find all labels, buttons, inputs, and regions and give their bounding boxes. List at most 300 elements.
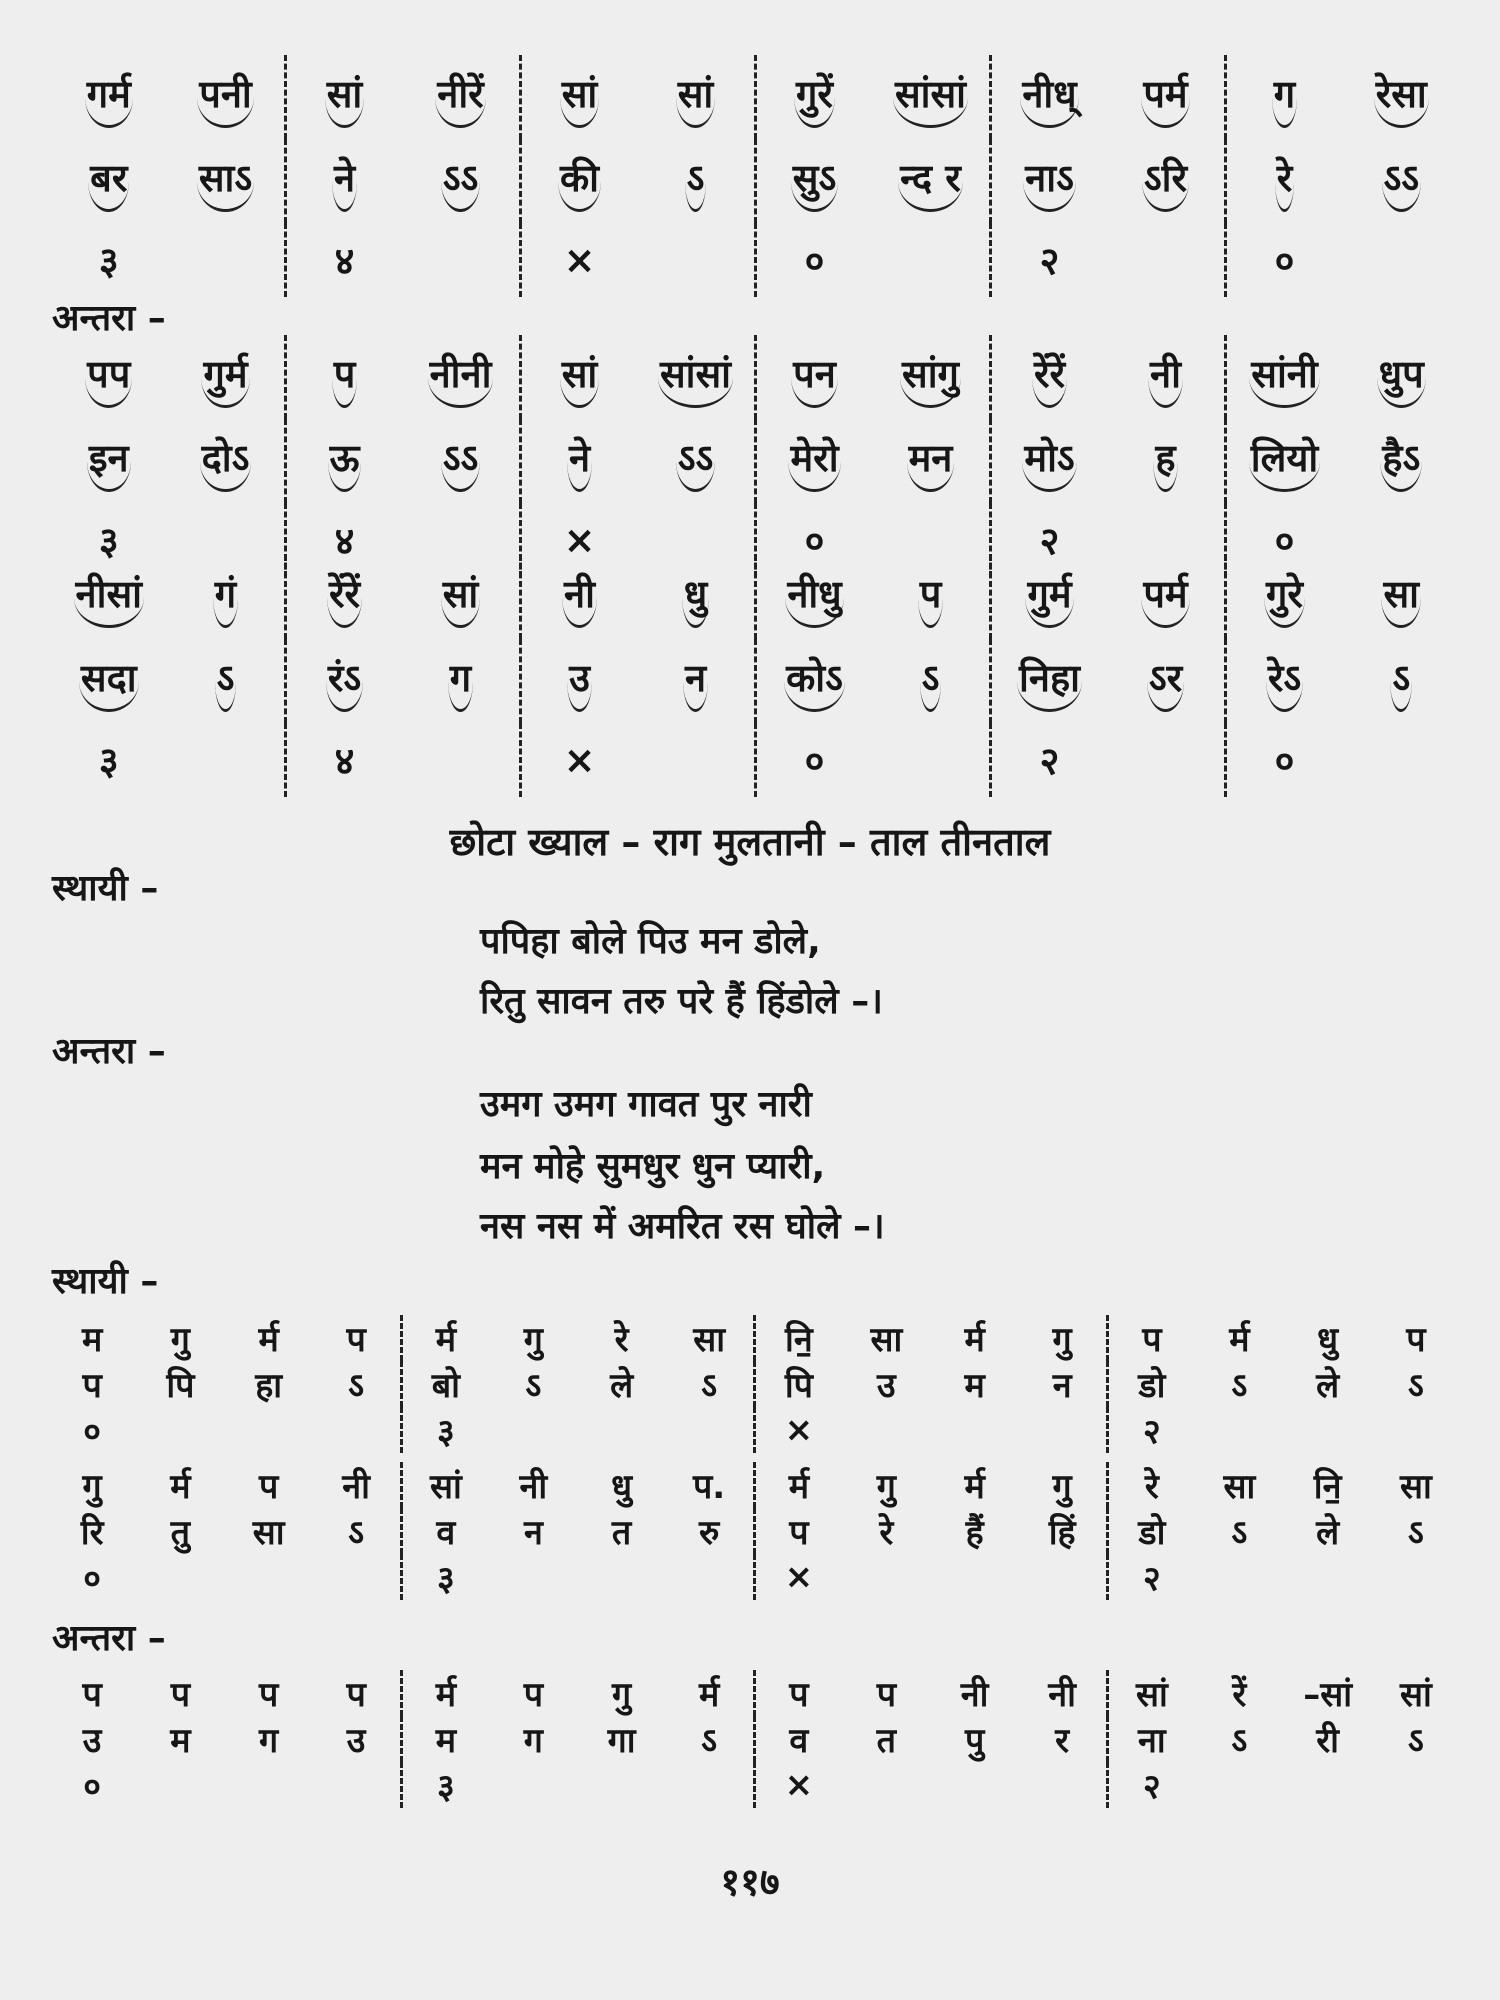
taal-cell xyxy=(1195,1554,1283,1600)
underlined-group: ऽऽ xyxy=(441,151,481,212)
bol-cell: ऽ xyxy=(348,1366,365,1406)
bol-row xyxy=(48,1508,1460,1554)
swar-cell: गु xyxy=(523,1320,543,1360)
bol-cell xyxy=(1108,419,1226,503)
swar-row xyxy=(50,555,1460,639)
taal-cell: ४ xyxy=(285,503,403,577)
bol-cell xyxy=(285,419,403,503)
swar-cell xyxy=(285,555,403,639)
bol-cell xyxy=(520,639,638,723)
bol-cell xyxy=(50,419,168,503)
taal-cell xyxy=(666,1407,754,1453)
taal-cell xyxy=(313,1407,401,1453)
sthayi-lyric-line: पपिहा बोले पिउ मन डोले, xyxy=(480,921,821,962)
swar-cell: र्म xyxy=(258,1320,279,1360)
swar-cell xyxy=(873,555,991,639)
underlined-group: गुर्म xyxy=(201,347,249,408)
taal-cell: ३ xyxy=(401,1762,489,1808)
swar-cell: गु xyxy=(612,1675,632,1715)
bol-cell: ग xyxy=(259,1721,279,1761)
taal-cell: २ xyxy=(990,223,1108,297)
underlined-group: रे xyxy=(1275,151,1295,212)
swar-cell xyxy=(520,335,638,419)
swar-cell: सा xyxy=(1223,1467,1256,1507)
taal-cell: × xyxy=(520,723,638,797)
bol-cell xyxy=(755,639,873,723)
underlined-group: पनी xyxy=(197,67,254,128)
underlined-group: दोऽ xyxy=(200,431,252,492)
antara-lyric-line: मन मोहे सुमधुर धुन प्यारी, xyxy=(480,1146,826,1187)
underlined-group: सांगु xyxy=(900,347,961,408)
swar-cell xyxy=(168,555,286,639)
bol-cell: व xyxy=(401,1508,489,1554)
taal-cell xyxy=(489,1407,577,1453)
swar-cell xyxy=(1343,55,1461,139)
swar-row xyxy=(50,335,1460,419)
underlined-group: पन xyxy=(791,347,838,408)
taal-cell: २ xyxy=(990,723,1108,797)
antara-label: अन्तरा – xyxy=(52,1031,166,1072)
swar-cell xyxy=(520,555,638,639)
bol-cell xyxy=(403,639,521,723)
bol-cell xyxy=(1225,139,1343,223)
swar-cell: गु xyxy=(876,1467,896,1507)
swar-cell xyxy=(873,335,991,419)
underlined-group: रंऽ xyxy=(326,651,363,712)
swar-cell xyxy=(50,335,168,419)
swar-cell xyxy=(1225,55,1343,139)
swar-cell xyxy=(168,335,286,419)
taal-cell xyxy=(1108,723,1226,797)
bol-cell xyxy=(50,639,168,723)
swar-cell xyxy=(285,335,403,419)
underlined-group: ऽ xyxy=(215,651,237,712)
underlined-group: नीध् xyxy=(1020,67,1078,128)
swar-cell xyxy=(990,555,1108,639)
taal-cell xyxy=(931,1554,1019,1600)
swar-cell xyxy=(403,55,521,139)
swar-cell: प xyxy=(1406,1320,1426,1360)
underlined-group: सां xyxy=(441,567,481,628)
swar-cell: सां xyxy=(401,1462,489,1508)
swar-cell: सां xyxy=(1107,1670,1195,1716)
bol-cell: म xyxy=(170,1721,191,1761)
taal-row xyxy=(48,1407,1460,1453)
taal-cell: ० xyxy=(83,1559,101,1599)
taal-cell xyxy=(136,1762,224,1808)
bol-cell xyxy=(755,419,873,503)
taal-cell xyxy=(931,1762,1019,1808)
taal-cell xyxy=(578,1407,666,1453)
taal-cell xyxy=(1195,1407,1283,1453)
swar-cell: रें xyxy=(1232,1675,1247,1715)
underlined-group: रेंरें xyxy=(327,567,362,628)
underlined-group: प xyxy=(332,347,358,408)
swar-cell: नी xyxy=(960,1675,989,1715)
swar-cell: प xyxy=(82,1675,102,1715)
swar-cell: धु xyxy=(1317,1320,1339,1360)
swar-cell xyxy=(1225,335,1343,419)
underlined-group: निहा xyxy=(1017,651,1082,712)
taal-cell xyxy=(489,1554,577,1600)
swar-cell: रे xyxy=(1107,1462,1195,1508)
bol-cell: ऽ xyxy=(348,1513,365,1553)
taal-cell xyxy=(578,1554,666,1600)
taal-cell: २ xyxy=(1107,1407,1195,1453)
bol-cell: ले xyxy=(1316,1366,1340,1406)
swar-cell xyxy=(638,555,756,639)
swar-cell: सा xyxy=(870,1320,903,1360)
bol-cell: पि xyxy=(166,1366,195,1406)
swar-row xyxy=(48,1670,1460,1716)
bol-cell: रे xyxy=(879,1513,894,1553)
taal-cell: ० xyxy=(1225,503,1343,577)
underlined-group: धुप xyxy=(1377,347,1426,408)
taal-cell xyxy=(313,1762,401,1808)
bol-row xyxy=(48,1716,1460,1762)
bol-cell: गा xyxy=(607,1721,636,1761)
sthayi-label: स्थायी – xyxy=(52,868,159,909)
bol-cell: पि xyxy=(754,1361,842,1407)
bol-cell: ऽ xyxy=(1407,1513,1424,1553)
underlined-group: गर्म xyxy=(85,67,133,128)
bol-cell: ले xyxy=(610,1366,634,1406)
swar-cell: नी xyxy=(1048,1675,1076,1715)
taal-row xyxy=(48,1554,1460,1600)
underlined-group: नीनी xyxy=(428,347,494,408)
bol-cell xyxy=(1108,639,1226,723)
underlined-group: कोऽ xyxy=(784,651,845,712)
taal-cell: × xyxy=(754,1762,842,1808)
swar-cell xyxy=(1108,55,1226,139)
swar-cell xyxy=(755,555,873,639)
bol-cell xyxy=(873,639,991,723)
bol-cell xyxy=(520,139,638,223)
taal-cell: ० xyxy=(1225,723,1343,797)
swar-cell: र्म xyxy=(698,1675,720,1715)
bol-cell xyxy=(1225,639,1343,723)
swar-cell: प xyxy=(523,1675,544,1715)
underlined-group: मोऽ xyxy=(1022,431,1076,492)
underlined-group: रेंरें xyxy=(1032,347,1067,408)
taal-row xyxy=(50,223,1460,297)
taal-cell xyxy=(1284,1762,1372,1808)
taal-cell xyxy=(168,223,286,297)
bol-row xyxy=(50,419,1460,503)
bol-cell: री xyxy=(1316,1721,1339,1761)
underlined-group: सां xyxy=(560,67,600,128)
taal-cell xyxy=(168,723,286,797)
bol-cell xyxy=(1343,139,1461,223)
bol-cell xyxy=(50,139,168,223)
taal-cell xyxy=(842,1554,930,1600)
taal-cell: ३ xyxy=(98,519,119,563)
swar-cell: प xyxy=(170,1675,191,1715)
antara-label: अन्तरा – xyxy=(52,1618,166,1659)
swar-cell: म xyxy=(81,1320,103,1360)
bol-cell: ऽ xyxy=(1231,1366,1248,1406)
underlined-group: सा xyxy=(1381,567,1421,628)
bol-cell xyxy=(990,639,1108,723)
taal-cell: ४ xyxy=(285,723,403,797)
underlined-group: गं xyxy=(213,567,238,628)
underlined-group: पप xyxy=(85,347,132,408)
taal-cell: २ xyxy=(990,503,1108,577)
underlined-group: न xyxy=(683,651,708,712)
swar-cell: नी xyxy=(519,1467,548,1507)
bol-cell: त xyxy=(611,1513,632,1553)
taal-cell: × xyxy=(754,1554,842,1600)
underlined-group: ने xyxy=(332,151,357,212)
bol-cell: बो xyxy=(401,1361,489,1407)
page-number: ११७ xyxy=(720,1860,780,1904)
taal-cell: ० xyxy=(755,503,873,577)
taal-cell xyxy=(403,723,521,797)
swar-cell xyxy=(755,55,873,139)
swar-cell: प xyxy=(1107,1315,1195,1361)
bol-cell: डो xyxy=(1107,1361,1195,1407)
bol-cell: पु xyxy=(964,1721,985,1761)
taal-cell xyxy=(403,223,521,297)
swar-cell: प xyxy=(346,1675,366,1715)
sthayi-notation-1 xyxy=(48,1315,1460,1453)
bol-cell: न xyxy=(1052,1366,1072,1406)
underlined-group: ह xyxy=(1153,431,1177,492)
swar-row xyxy=(48,1315,1460,1361)
taal-cell xyxy=(225,1762,313,1808)
bol-cell: उ xyxy=(877,1366,896,1406)
bol-cell xyxy=(990,419,1108,503)
underlined-group: रेऽ xyxy=(1266,651,1303,712)
taal-cell xyxy=(638,723,756,797)
bol-cell: रु xyxy=(698,1513,720,1553)
underlined-group: नीसां xyxy=(74,567,144,628)
swar-cell xyxy=(1343,335,1461,419)
taal-cell xyxy=(225,1407,313,1453)
underlined-group: लियो xyxy=(1249,431,1321,492)
swar-cell: नि॒ xyxy=(1313,1467,1342,1507)
bol-cell: त xyxy=(876,1721,897,1761)
taal-cell xyxy=(1343,223,1461,297)
swar-cell xyxy=(990,335,1108,419)
underlined-group: सां xyxy=(560,347,600,408)
underlined-group: ऊ xyxy=(328,431,362,492)
bol-cell xyxy=(1343,419,1461,503)
swar-cell xyxy=(403,335,521,419)
underlined-group: सांसां xyxy=(658,347,733,408)
swar-cell xyxy=(1343,555,1461,639)
taal-cell: २ xyxy=(1107,1554,1195,1600)
taal-cell: ४ xyxy=(285,223,403,297)
underlined-group: ऽऽ xyxy=(1382,151,1422,212)
taal-cell: × xyxy=(520,503,638,577)
underlined-group: इन xyxy=(87,431,131,492)
taal-cell: ३ xyxy=(401,1407,489,1453)
taal-cell xyxy=(1195,1762,1283,1808)
underlined-group: नाऽ xyxy=(1023,151,1076,212)
taal-cell: ३ xyxy=(401,1554,489,1600)
bol-cell: हा xyxy=(255,1366,283,1406)
bol-cell xyxy=(638,139,756,223)
swar-cell: प xyxy=(258,1675,279,1715)
antara-lyric-line: नस नस में अमरित रस घोले –। xyxy=(480,1206,885,1247)
taal-cell: ० xyxy=(1225,223,1343,297)
taal-cell xyxy=(225,1554,313,1600)
taal-cell xyxy=(1372,1407,1460,1453)
underlined-group: ऽर xyxy=(1147,651,1184,712)
underlined-group: नी xyxy=(562,567,597,628)
taal-row xyxy=(48,1762,1460,1808)
taal-cell xyxy=(1019,1762,1107,1808)
bol-cell xyxy=(638,639,756,723)
bol-cell: उ xyxy=(346,1721,366,1761)
bol-cell xyxy=(403,139,521,223)
taal-cell xyxy=(842,1407,930,1453)
swar-cell xyxy=(1108,335,1226,419)
underlined-group: पर्म xyxy=(1141,67,1189,128)
bol-row xyxy=(50,639,1460,723)
underlined-group: साऽ xyxy=(197,151,254,212)
swar-cell: नि॒ xyxy=(754,1315,842,1361)
swar-cell: प xyxy=(876,1675,897,1715)
underlined-group: धु xyxy=(682,567,709,628)
bol-cell xyxy=(520,419,638,503)
swar-row xyxy=(48,1462,1460,1508)
taal-cell xyxy=(666,1554,754,1600)
swar-cell: र्म xyxy=(401,1315,489,1361)
bol-cell xyxy=(990,139,1108,223)
bol-cell xyxy=(1343,639,1461,723)
sthayi-notation-2 xyxy=(48,1462,1460,1600)
underlined-group: पर्म xyxy=(1141,567,1189,628)
bol-row xyxy=(48,1361,1460,1407)
underlined-group: गुरें xyxy=(794,67,835,128)
underlined-group: ऽ xyxy=(1390,651,1412,712)
taal-row xyxy=(50,723,1460,797)
underlined-group: नी xyxy=(1148,347,1183,408)
swar-cell xyxy=(168,55,286,139)
underlined-group: हैऽ xyxy=(1380,431,1422,492)
underlined-group: गुरे xyxy=(1264,567,1305,628)
bol-cell xyxy=(285,639,403,723)
bol-cell: न xyxy=(523,1513,543,1553)
section-heading: छोटा ख्याल – राग मुलतानी – ताल तीनताल xyxy=(449,820,1051,864)
underlined-group: गुर्म xyxy=(1025,567,1073,628)
antara-label: अन्तरा – xyxy=(52,298,166,339)
underlined-group: सदा xyxy=(79,651,139,712)
bol-cell: उ xyxy=(82,1721,102,1761)
taal-cell xyxy=(931,1407,1019,1453)
bol-cell xyxy=(873,419,991,503)
swar-row xyxy=(50,55,1460,139)
bol-cell: हैं xyxy=(965,1513,984,1553)
bol-cell xyxy=(1108,139,1226,223)
bol-cell: प xyxy=(754,1508,842,1554)
swar-cell: प xyxy=(258,1467,279,1507)
underlined-group: सां xyxy=(676,67,716,128)
swar-cell: र्म xyxy=(401,1670,489,1716)
swar-cell: र्म xyxy=(170,1467,191,1507)
bol-cell: म xyxy=(401,1716,489,1762)
swar-cell: गु xyxy=(1052,1320,1072,1360)
bol-cell xyxy=(285,139,403,223)
swar-cell: सा xyxy=(693,1320,726,1360)
taal-cell xyxy=(578,1762,666,1808)
swar-cell xyxy=(520,55,638,139)
taal-cell xyxy=(1284,1554,1372,1600)
taal-cell xyxy=(489,1762,577,1808)
taal-cell: २ xyxy=(1107,1762,1195,1808)
underlined-group: नीधु xyxy=(785,567,843,628)
swar-cell: सा xyxy=(1399,1467,1432,1507)
underlined-group: सुऽ xyxy=(791,151,838,212)
bol-cell: सा xyxy=(252,1513,285,1553)
bol-cell: प xyxy=(82,1366,102,1406)
bol-cell: म xyxy=(964,1366,985,1406)
taal-cell: × xyxy=(754,1407,842,1453)
underlined-group: ऽ xyxy=(685,151,707,212)
notation-block-3 xyxy=(50,555,1460,797)
taal-cell xyxy=(638,223,756,297)
swar-cell: गु xyxy=(170,1320,190,1360)
swar-cell xyxy=(285,55,403,139)
underlined-group: सांसां xyxy=(893,67,968,128)
taal-cell xyxy=(1019,1554,1107,1600)
swar-cell: रे xyxy=(614,1320,629,1360)
underlined-group: बर xyxy=(88,151,129,212)
underlined-group: की xyxy=(558,151,601,212)
swar-cell xyxy=(638,55,756,139)
bol-cell: ग xyxy=(523,1721,543,1761)
swar-cell: र्म xyxy=(964,1467,985,1507)
taal-cell xyxy=(1284,1407,1372,1453)
taal-cell: ० xyxy=(755,723,873,797)
bol-cell: र xyxy=(1055,1721,1070,1761)
bol-cell: तु xyxy=(170,1513,191,1553)
sthayi-lyric-line: रितु सावन तरु परे हैं हिंडोले –। xyxy=(480,981,883,1022)
bol-cell: ले xyxy=(1316,1513,1340,1553)
swar-cell: प xyxy=(346,1320,366,1360)
swar-cell xyxy=(638,335,756,419)
underlined-group: न्द र xyxy=(898,151,963,212)
underlined-group: ने xyxy=(567,431,592,492)
taal-cell xyxy=(666,1762,754,1808)
taal-cell xyxy=(873,723,991,797)
bol-cell xyxy=(168,639,286,723)
bol-cell: हिं xyxy=(1048,1513,1076,1553)
taal-cell xyxy=(1343,723,1461,797)
taal-cell xyxy=(313,1554,401,1600)
underlined-group: ग xyxy=(448,651,473,712)
bol-cell: ऽ xyxy=(1407,1721,1424,1761)
taal-cell: ० xyxy=(83,1412,101,1452)
taal-cell: ० xyxy=(83,1767,101,1807)
bol-cell xyxy=(168,139,286,223)
swar-cell: धु xyxy=(611,1467,633,1507)
bol-cell: रि xyxy=(80,1513,104,1553)
bol-cell xyxy=(755,139,873,223)
swar-cell xyxy=(50,555,168,639)
taal-cell: ० xyxy=(755,223,873,297)
underlined-group: मेरो xyxy=(788,431,840,492)
underlined-group: ऽऽ xyxy=(676,431,716,492)
taal-cell xyxy=(873,223,991,297)
bol-cell: ऽ xyxy=(1231,1721,1248,1761)
bol-cell: ऽ xyxy=(701,1366,718,1406)
underlined-group: प xyxy=(918,567,944,628)
bol-cell xyxy=(1225,419,1343,503)
underlined-group: मन xyxy=(907,431,955,492)
